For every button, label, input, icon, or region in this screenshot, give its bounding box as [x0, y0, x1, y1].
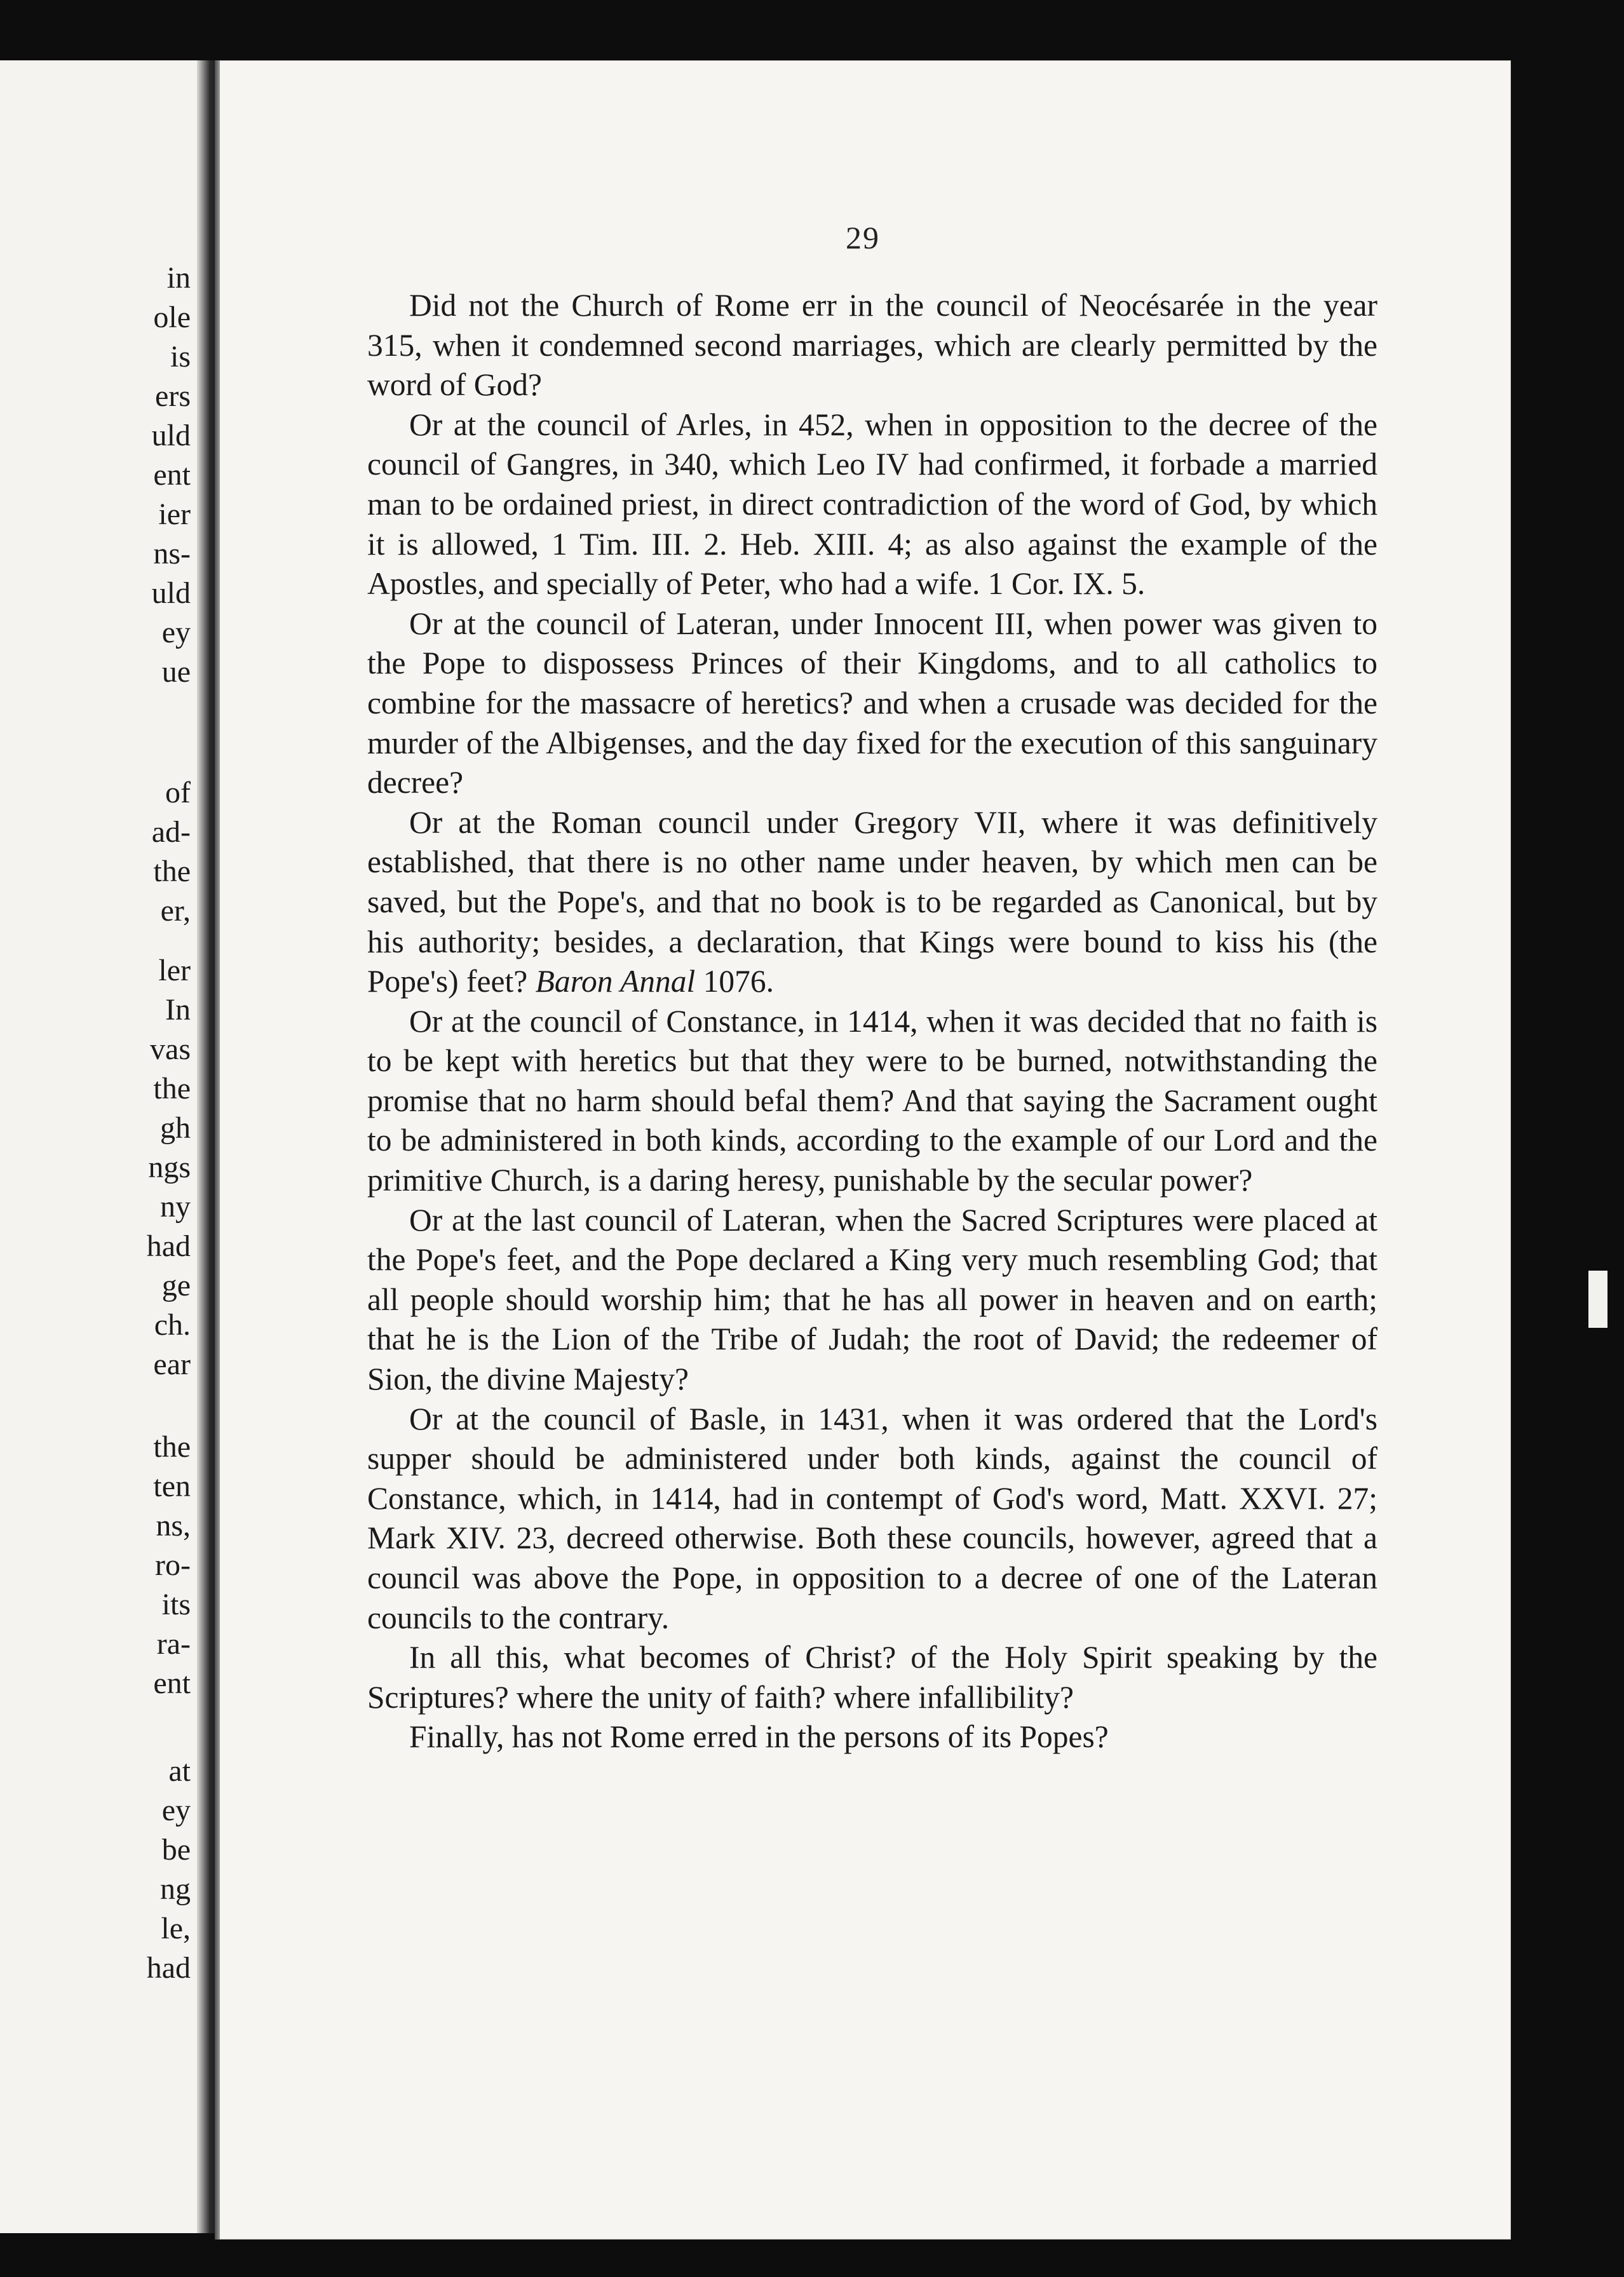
left-page-fragment: ey	[161, 1794, 191, 1827]
left-page-fragment: ng	[160, 1872, 191, 1906]
left-page-fragment: ier	[158, 497, 191, 531]
left-page-fragment: its	[161, 1588, 191, 1621]
left-page-fragment: ny	[160, 1190, 191, 1224]
left-page-fragment: ch.	[154, 1308, 191, 1342]
paragraph-2: Or at the council of Arles, in 452, when in opposition to the decree of the council of Gangres, in 340, which Leo IV had confirmed, it forbade a married man to be ordained priest, in direct contradiction of the word of God, by which it is allowed, 1 Tim. III. 2. Heb. XIII. 4; as also against the example of the Apostles, and specially of Peter, who had a wife. 1 Cor. IX. 5.	[367, 407, 1377, 602]
left-page-fragment: ra-	[156, 1627, 191, 1661]
left-page-fragment: ad-	[151, 815, 191, 849]
left-page-fragment: uld	[151, 419, 191, 452]
left-page-fragment: of	[165, 776, 191, 809]
paragraph-4	[367, 803, 1377, 1002]
citation-year: 1076.	[703, 964, 774, 999]
left-page-fragment: le,	[161, 1912, 191, 1945]
page-spine	[215, 60, 220, 2240]
citation-source: Baron Annal	[535, 964, 696, 999]
book-page	[215, 60, 1511, 2240]
left-page-fragment: ns,	[156, 1509, 191, 1543]
left-page-fragment: er,	[160, 894, 191, 928]
page-number: 29	[846, 220, 880, 255]
left-page-fragment: ent	[153, 1666, 191, 1700]
left-page-fragment: had	[146, 1951, 191, 1985]
paragraph-4-text: Or at the Roman council under Gregory VII, where it was definitively established, that there is no other name under heaven, by which men can be saved, but the Pope's, and that no book is to be regarded as Canonical, but by his authority; besides, a declaration, that Kings were bound to kiss his (the Pope's) feet?	[367, 804, 1377, 999]
paragraph-5: Or at the council of Constance, in 1414, when it was decided that no faith is to be kept with heretics but that they were to be burned, notwithstanding the promise that no harm should befal them? And that saying the Sacrament ought to be administered in both kinds, according to the example of our Lord and the primitive Church, is a daring heresy, punishable by the secular power?	[367, 1003, 1377, 1198]
paragraph-6: Or at the last council of Lateran, when the Sacred Scriptures were placed at the Pope's feet, and the Pope declared a King very much resembling God; that all people should worship him; that he has all power in heaven and on earth; that he is the Lion of the Tribe of Judah; the root of David; the redeemer of Sion, the divine Majesty?	[367, 1202, 1377, 1397]
left-page-fragment: the	[153, 855, 191, 888]
scan-border-right	[1511, 0, 1624, 2277]
left-page-fragment: ent	[153, 458, 191, 492]
left-page-fragment: ole	[153, 301, 191, 334]
left-page-fragment: vas	[150, 1032, 191, 1066]
left-page-fragment: gh	[160, 1111, 191, 1145]
left-page-fragment: ro-	[155, 1548, 191, 1582]
left-page-fragment: ten	[153, 1470, 191, 1503]
left-page-fragment: ns-	[153, 537, 191, 571]
paragraph-8: In all this, what becomes of Christ? of the Holy Spirit speaking by the Scriptures? where the unity of faith? where infallibility?	[367, 1640, 1377, 1715]
left-page-fragment: ey	[161, 616, 191, 649]
left-page-fragment: the	[153, 1430, 191, 1464]
left-page-fragment: uld	[151, 576, 191, 610]
paragraph-3: Or at the council of Lateran, under Innocent III, when power was given to the Pope to dispossess Princes of their Kingdoms, and to all catholics to combine for the massacre of heretics? and when a crusade was decided for the murder of the Albigenses, and the day fixed for the execution of this sanguinary decree?	[367, 605, 1377, 801]
left-page-fragment: ler	[158, 954, 191, 987]
paragraph-7: Or at the council of Basle, in 1431, when it was ordered that the Lord's supper should be administered under both kinds, against the council of Constance, which, in 1414, had in contempt of God's word, Matt. XXVI. 27; Mark XIV. 23, decreed otherwise. Both these councils, however, agreed that a council was above the Pope, in opposition to a decree of one of the Lateran councils to the contrary.	[367, 1401, 1377, 1635]
scan-artifact	[1588, 1271, 1607, 1328]
paragraph-1: Did not the Church of Rome err in the council of Neocésarée in the year 315, when it condemned second marriages, which are clearly permitted by the word of God?	[367, 288, 1377, 403]
left-page-fragment: ge	[161, 1269, 191, 1302]
left-page-fragment: be	[161, 1833, 191, 1867]
left-page-fragment: ers	[155, 379, 191, 413]
left-page-fragment: ue	[161, 655, 191, 689]
paragraph-9: Finally, has not Rome erred in the persons of its Popes?	[409, 1719, 1109, 1755]
left-page-fragment: had	[146, 1229, 191, 1263]
left-facing-page	[0, 60, 210, 2233]
left-page-fragment: is	[170, 340, 191, 374]
left-page-fragment: the	[153, 1072, 191, 1105]
left-page-fragment: at	[168, 1754, 191, 1788]
left-page-fragment: In	[165, 993, 191, 1027]
left-page-fragment: ear	[153, 1348, 191, 1381]
page-body	[367, 286, 1377, 1757]
left-page-fragment: ngs	[148, 1151, 191, 1184]
left-page-fragment: in	[166, 261, 191, 295]
